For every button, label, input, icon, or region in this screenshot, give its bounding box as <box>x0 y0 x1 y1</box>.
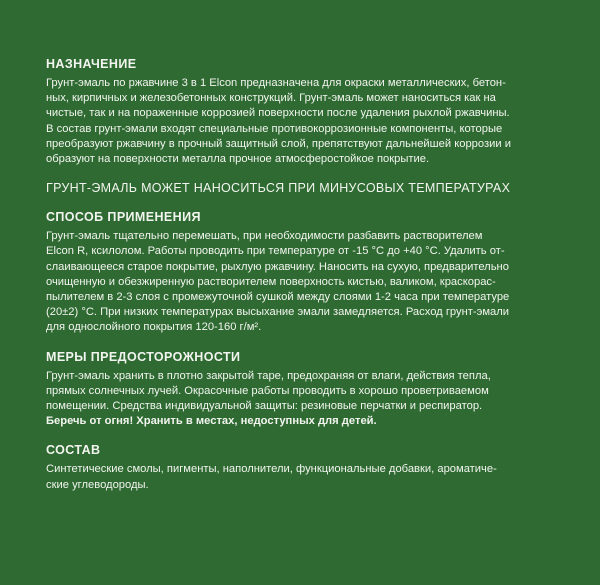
application-line: очищенную и обезжиренную растворителем поверхность кистью, валиком, краскорас- <box>46 275 496 288</box>
purpose-line: ных, кирпичных и железобетонных конструкций. Грунт-эмаль может наноситься как на <box>46 92 496 105</box>
purpose-section <box>46 57 558 167</box>
application-line: пылителем в 2-3 слоя с промежуточной сушкой между слоями 1-2 часа при температуре <box>46 291 510 304</box>
composition-line: Синтетические смолы, пигменты, наполнители, функциональные добавки, ароматиче- <box>46 463 497 476</box>
precautions-line: Грунт-эмаль хранить в плотно закрытой таре, предохраняя от влаги, действия тепла, <box>46 369 491 382</box>
precautions-heading: МЕРЫ ПРЕДОСТОРОЖНОСТИ <box>46 349 241 364</box>
precautions-text <box>46 369 558 430</box>
precautions-section <box>46 350 558 430</box>
application-line: Elcon R, ксилолом. Работы проводить при температуре от -15 °С до +40 °С. Удалить от- <box>46 245 505 258</box>
application-line: (20±2) °С. При низких температурах высыхание эмали замедляется. Расход грунт-эмали <box>46 306 510 319</box>
notice-section <box>46 181 558 196</box>
purpose-line: Грунт-эмаль по ржавчине 3 в 1 Elcon предназначена для окраски металлических, бетон- <box>46 77 506 89</box>
composition-section <box>46 443 558 492</box>
application-text <box>46 229 558 335</box>
purpose-line: образуют на поверхности металла прочное атмосферостойкое покрытие. <box>46 153 430 166</box>
purpose-line: преобразуют ржавчину в прочный защитный слой, препятствуют дальнейшей коррозии и <box>46 137 511 150</box>
application-line: для однослойного покрытия 120-160 г/м². <box>46 321 262 334</box>
composition-heading: СОСТАВ <box>46 443 101 458</box>
purpose-text <box>46 76 558 167</box>
purpose-line: В состав грунт-эмали входят специальные противокоррозионные компоненты, которые <box>46 122 503 135</box>
application-heading: СПОСОБ ПРИМЕНЕНИЯ <box>46 210 201 225</box>
fire-warning: Беречь от огня! Хранить в местах, недоступных для детей. <box>46 415 377 428</box>
purpose-heading: НАЗНАЧЕНИЕ <box>46 57 137 71</box>
low-temperature-notice: ГРУНТ-ЭМАЛЬ МОЖЕТ НАНОСИТЬСЯ ПРИ МИНУСОВЫХ ТЕМПЕРАТУРАХ <box>46 181 511 196</box>
application-line: слаивающееся старое покрытие, рыхлую ржавчину. Наносить на сухую, предварительно <box>46 260 509 273</box>
composition-text <box>46 462 558 492</box>
purpose-line: чистые, так и на пораженные коррозией поверхности после удаления рыхлой ржавчины. <box>46 107 510 120</box>
precautions-line: прямых солнечных лучей. Окрасочные работы проводить в хорошо проветриваемом <box>46 384 489 397</box>
precautions-line: помещении. Средства индивидуальной защиты: резиновые перчатки и респиратор. <box>46 400 483 413</box>
composition-line: ские углеводороды. <box>46 478 149 491</box>
application-section <box>46 210 558 335</box>
application-line: Грунт-эмаль тщательно перемешать, при необходимости разбавить растворителем <box>46 230 483 243</box>
